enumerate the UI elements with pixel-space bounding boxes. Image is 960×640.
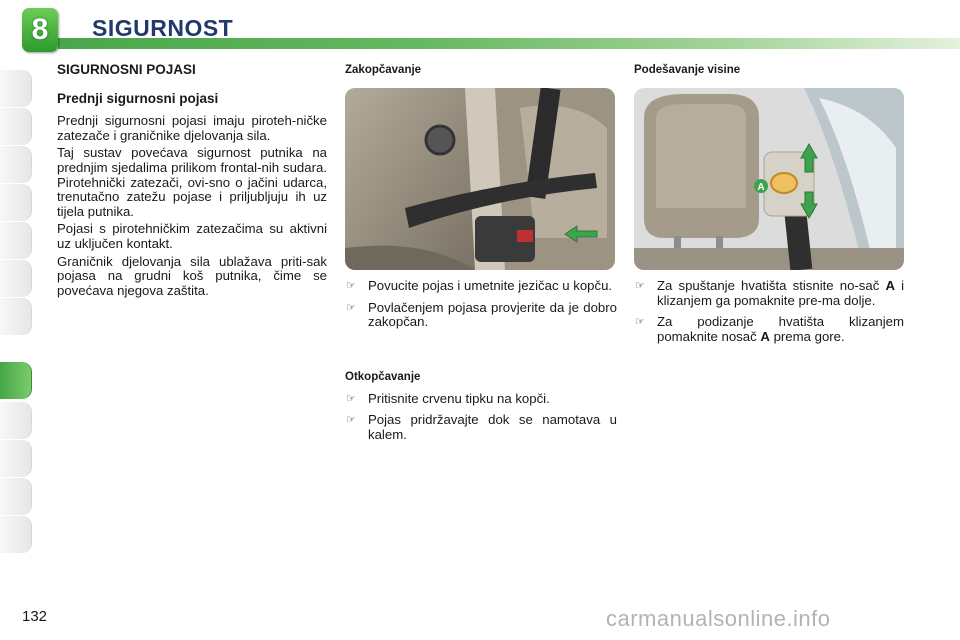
- chapter-tab-9[interactable]: [0, 402, 32, 439]
- unfastening-heading: Otkopčavanje: [345, 371, 421, 383]
- paragraph: Graničnik djelovanja sila ublažava priti-sak pojasa na grudni koš putnika, čime se povećava njegova zaštita.: [57, 253, 327, 298]
- seatbelt-buckle-illustration: [345, 88, 615, 270]
- pointing-hand-icon: ☞: [346, 414, 356, 427]
- chapter-tab-10[interactable]: [0, 440, 32, 477]
- pointing-hand-icon: ☞: [346, 392, 356, 405]
- chapter-tab-rail: [0, 60, 34, 575]
- chapter-badge: 8: [22, 8, 58, 52]
- chapter-tab-6[interactable]: [0, 260, 32, 297]
- chapter-tab-7[interactable]: [0, 298, 32, 335]
- chapter-tab-1[interactable]: [0, 70, 32, 107]
- list-item: ☞ Pritisnite crvenu tipku na kopči.: [346, 390, 550, 406]
- chapter-tab-11[interactable]: [0, 478, 32, 515]
- left-column: [57, 63, 327, 301]
- chapter-tab-2[interactable]: [0, 108, 32, 145]
- paragraph: Prednji sigurnosni pojasi imaju piroteh-ničke zatezače i graničnike djelovanja sila.: [57, 113, 327, 143]
- belt-height-illustration: [634, 88, 904, 270]
- page-title: SIGURNOST: [92, 15, 234, 41]
- paragraph: Taj sustav povećava sigurnost putnika na prednjim sjedalima prilikom frontal-nih sudara. Pirotehnički zatezači, ovi-sno o jačini udarca, trenutačno zatežu pojase i priljubljuju ih uz tijela putnika.: [57, 145, 327, 219]
- middle-column: [345, 63, 617, 78]
- fastening-steps: [345, 279, 617, 337]
- chapter-tab-8-active[interactable]: [0, 362, 32, 399]
- chapter-tab-12[interactable]: [0, 516, 32, 553]
- height-adjust-steps: [634, 279, 904, 351]
- list-item: ☞ Pojas pridržavajte dok se namotava u kalem.: [346, 412, 617, 442]
- height-adjust-heading: Podešavanje visine: [634, 64, 741, 76]
- right-column: [634, 63, 904, 78]
- pointing-hand-icon: ☞: [635, 316, 645, 329]
- pointing-hand-icon: ☞: [346, 280, 356, 292]
- chapter-tab-3[interactable]: [0, 146, 32, 183]
- pointing-hand-icon: ☞: [635, 280, 645, 292]
- fastening-heading: Zakopčavanje: [345, 64, 422, 76]
- list-item: ☞ Povlačenjem pojasa provjerite da je dobro zakopčan.: [346, 299, 617, 330]
- callout-label-a: A: [757, 182, 765, 193]
- section-heading: SIGURNOSNI POJASI: [57, 62, 196, 77]
- section-subheading: Prednji sigurnosni pojasi: [57, 90, 219, 106]
- chapter-tab-5[interactable]: [0, 222, 32, 259]
- chapter-tab-4[interactable]: [0, 184, 32, 221]
- list-item: ☞ Za podizanje hvatišta klizanjem pomaknite nosač A prema gore.: [635, 314, 904, 344]
- page-number: 132: [22, 608, 48, 625]
- list-item: ☞ Za spuštanje hvatišta stisnite no-sač A i klizanjem ga pomaknite pre-ma dolje.: [635, 278, 904, 308]
- pointing-hand-icon: ☞: [346, 301, 356, 314]
- paragraph: Pojasi s pirotehničkim zatezačima su aktivni uz uključen kontakt.: [57, 221, 327, 251]
- watermark: carmanualsonline.info: [606, 606, 831, 631]
- unfastening-section: [345, 370, 617, 449]
- list-item: ☞ Povucite pojas i umetnite jezičac u kopču.: [346, 278, 613, 293]
